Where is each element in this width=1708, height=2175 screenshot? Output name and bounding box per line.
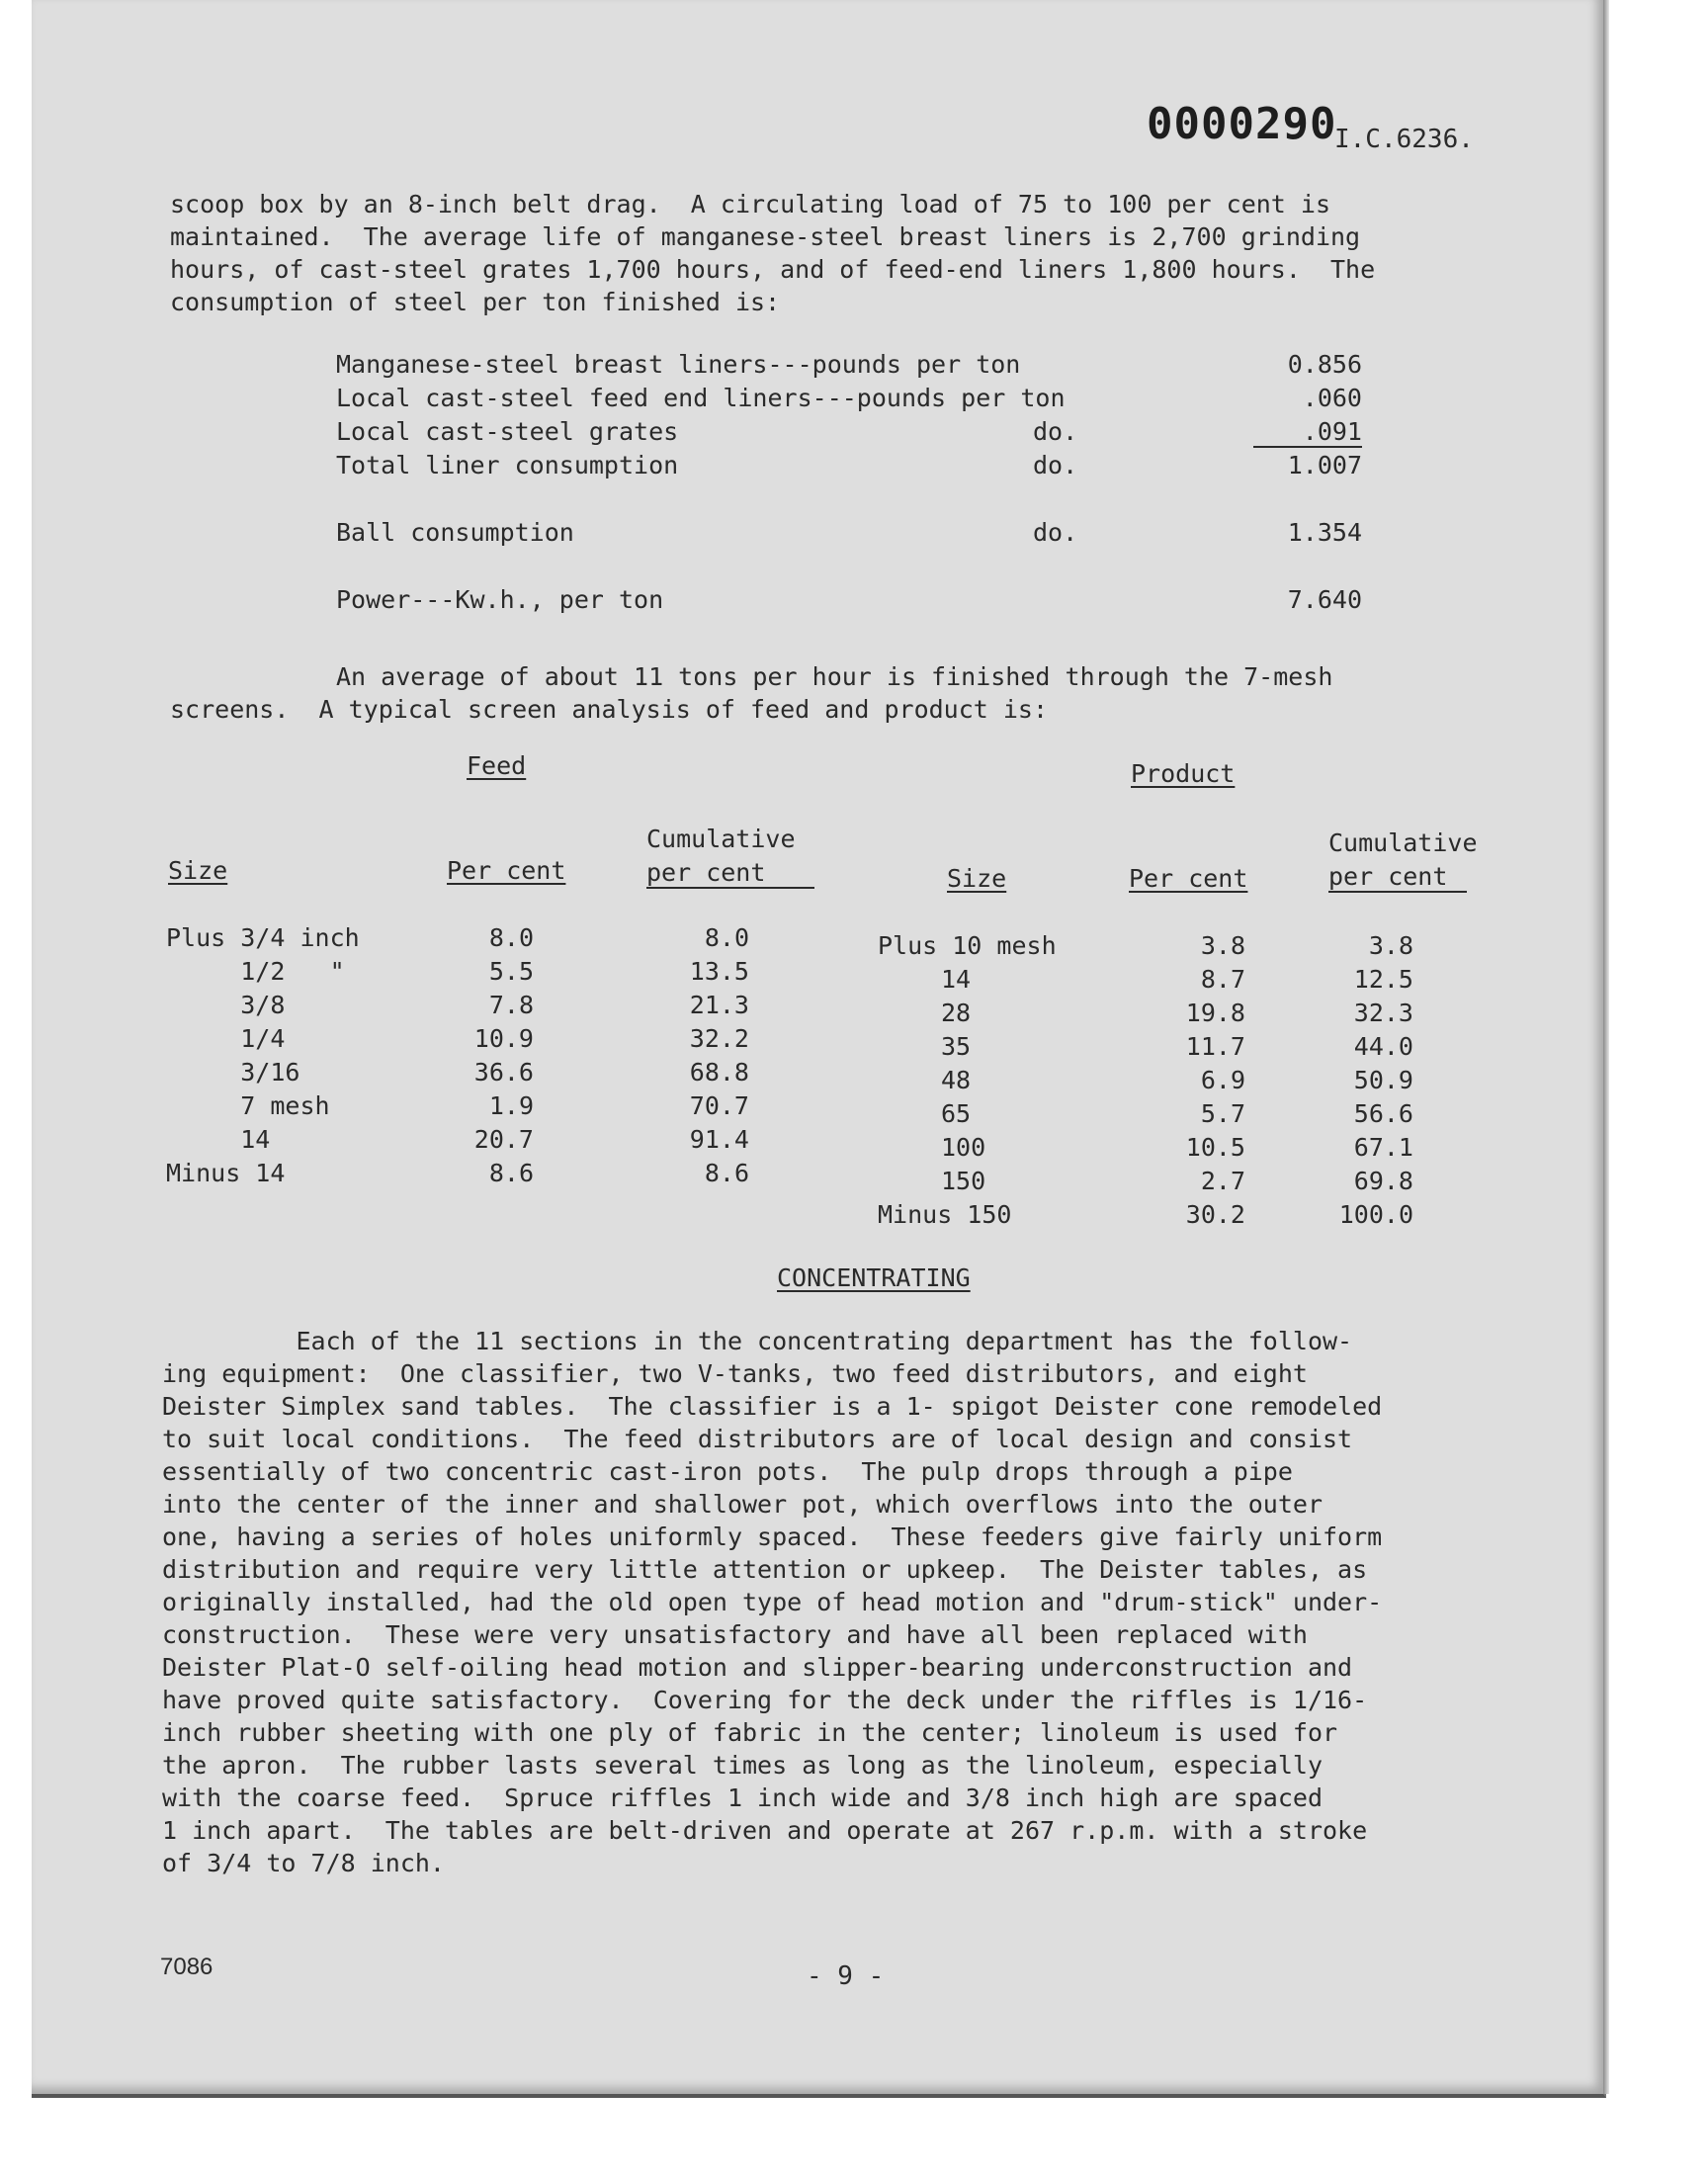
consumption-label: Total liner consumption xyxy=(336,451,679,479)
product-cumulative-cell: 50.9 xyxy=(1353,1066,1413,1094)
product-cumulative-cell: 100.0 xyxy=(1338,1200,1413,1229)
text-line: Each of the 11 sections in the concentrating department has the follow- xyxy=(162,1327,1353,1355)
product-cumulative-cell: 69.8 xyxy=(1353,1167,1413,1195)
feed-size-cell: 1/2 " xyxy=(166,957,345,986)
text-line: scoop box by an 8-inch belt drag. A circulating load of 75 to 100 per cent is xyxy=(170,190,1330,218)
product-size-cell: Minus 150 xyxy=(878,1200,1012,1229)
product-size-cell: Plus 10 mesh xyxy=(878,931,1057,960)
footer-code: 7086 xyxy=(160,1954,214,1980)
text-line: of 3/4 to 7/8 inch. xyxy=(162,1849,445,1877)
product-cumulative-header: Cumulative xyxy=(1328,828,1478,857)
consumption-value: 1.007 xyxy=(1287,451,1362,479)
feed-percent-cell: 8.6 xyxy=(488,1159,534,1187)
feed-size-header: Size xyxy=(168,856,228,885)
feed-cumulative-column xyxy=(646,921,749,1190)
text-line: construction. These were very unsatisfactory and have all been replaced with xyxy=(162,1620,1308,1649)
text-line: into the center of the inner and shallower pot, which overflows into the outer xyxy=(162,1490,1323,1519)
feed-size-cell: 7 mesh xyxy=(166,1091,330,1120)
consumption-row xyxy=(336,384,1374,417)
consumption-label: Local cast-steel feed end liners---pounds per ton xyxy=(336,384,1066,412)
product-size-column xyxy=(878,929,1095,1232)
feed-percent-header: Per cent xyxy=(447,856,566,885)
consumption-row xyxy=(336,518,1374,552)
product-size-cell: 65 xyxy=(941,1099,972,1128)
text-line: the apron. The rubber lasts several times as long as the linoleum, especially xyxy=(162,1751,1323,1780)
feed-percent-cell: 8.0 xyxy=(488,923,534,952)
page-stamp-number: 0000290 xyxy=(1147,99,1337,149)
product-percent-cell: 6.9 xyxy=(1200,1066,1245,1094)
product-cumulative-cell: 67.1 xyxy=(1353,1133,1413,1162)
text-line: hours, of cast-steel grates 1,700 hours, and of feed-end liners 1,800 hours. The xyxy=(170,255,1376,284)
product-percent-cell: 8.7 xyxy=(1200,965,1245,994)
feed-cumulative-cell: 13.5 xyxy=(689,957,749,986)
feed-cumulative-cell: 21.3 xyxy=(689,991,749,1019)
page-edge-shadow xyxy=(1603,0,1609,2094)
feed-title: Feed xyxy=(467,751,527,780)
text-line: screens. A typical screen analysis of feed and product is: xyxy=(170,695,1049,724)
text-line: 1 inch apart. The tables are belt-driven and operate at 267 r.p.m. with a stroke xyxy=(162,1816,1368,1845)
section-title-concentrating: CONCENTRATING xyxy=(777,1263,971,1292)
product-size-cell: 100 xyxy=(941,1133,986,1162)
concentrating-paragraph xyxy=(162,1325,1382,1879)
feed-size-cell: Minus 14 xyxy=(166,1159,286,1187)
consumption-label: Manganese-steel breast liners---pounds per ton xyxy=(336,350,1021,379)
consumption-unit: do. xyxy=(1033,518,1078,547)
product-percent-cell: 2.7 xyxy=(1200,1167,1245,1195)
text-line: consumption of steel per ton finished is: xyxy=(170,288,781,316)
steel-consumption-list xyxy=(336,350,1374,619)
product-percent-cell: 5.7 xyxy=(1200,1099,1245,1128)
text-line: originally installed, had the old open type of head motion and "drum-stick" under- xyxy=(162,1588,1383,1616)
text-line: one, having a series of holes uniformly spaced. These feeders give fairly uniform xyxy=(162,1522,1383,1551)
product-percent-cell: 10.5 xyxy=(1185,1133,1245,1162)
feed-percent-cell: 1.9 xyxy=(488,1091,534,1120)
product-percent-cell: 3.8 xyxy=(1200,931,1245,960)
consumption-unit: do. xyxy=(1033,451,1078,479)
feed-cumulative-header-2: per cent xyxy=(646,858,814,889)
feed-percent-cell: 36.6 xyxy=(473,1058,534,1087)
feed-size-cell: 1/4 xyxy=(166,1024,286,1053)
text-line: inch rubber sheeting with one ply of fabric in the center; linoleum is used for xyxy=(162,1718,1338,1747)
product-cumulative-cell: 32.3 xyxy=(1353,999,1413,1027)
consumption-row xyxy=(336,350,1374,384)
feed-cumulative-header: Cumulative xyxy=(646,825,796,853)
product-percent-cell: 19.8 xyxy=(1185,999,1245,1027)
feed-percent-column xyxy=(435,921,534,1190)
page-number: - 9 - xyxy=(807,1961,885,1991)
consumption-value: .091 xyxy=(1253,417,1362,448)
feed-size-cell: 3/8 xyxy=(166,991,286,1019)
consumption-label: Local cast-steel grates xyxy=(336,417,679,446)
product-cumulative-cell: 12.5 xyxy=(1353,965,1413,994)
feed-percent-cell: 5.5 xyxy=(488,957,534,986)
intro-paragraph xyxy=(170,188,1375,318)
product-cumulative-cell: 44.0 xyxy=(1353,1032,1413,1061)
text-line: An average of about 11 tons per hour is finished through the 7-mesh xyxy=(336,662,1333,691)
text-line: with the coarse feed. Spruce riffles 1 inch wide and 3/8 inch high are spaced xyxy=(162,1784,1323,1812)
feed-size-cell: Plus 3/4 inch xyxy=(166,923,360,952)
feed-cumulative-cell: 70.7 xyxy=(689,1091,749,1120)
consumption-value: 0.856 xyxy=(1287,350,1362,379)
product-percent-cell: 11.7 xyxy=(1185,1032,1245,1061)
feed-cumulative-cell: 32.2 xyxy=(689,1024,749,1053)
consumption-row xyxy=(336,451,1374,484)
feed-percent-cell: 7.8 xyxy=(488,991,534,1019)
product-cumulative-column xyxy=(1305,929,1413,1232)
consumption-value: 7.640 xyxy=(1287,585,1362,614)
text-line: have proved quite satisfactory. Covering for the deck under the riffles is 1/16- xyxy=(162,1686,1368,1714)
consumption-label: Ball consumption xyxy=(336,518,574,547)
feed-cumulative-cell: 8.0 xyxy=(704,923,749,952)
product-percent-column xyxy=(1147,929,1245,1232)
product-title: Product xyxy=(1131,759,1236,788)
feed-size-column xyxy=(166,921,360,1190)
consumption-value: .060 xyxy=(1302,384,1362,412)
text-line: to suit local conditions. The feed distributors are of local design and consist xyxy=(162,1425,1353,1453)
product-percent-header: Per cent xyxy=(1129,864,1248,893)
feed-size-cell: 14 xyxy=(166,1125,271,1154)
consumption-row xyxy=(336,417,1374,451)
consumption-value: 1.354 xyxy=(1287,518,1362,547)
feed-percent-cell: 10.9 xyxy=(473,1024,534,1053)
text-line: ing equipment: One classifier, two V-tanks, two feed distributors, and eight xyxy=(162,1359,1308,1388)
product-cumulative-cell: 56.6 xyxy=(1353,1099,1413,1128)
feed-cumulative-cell: 8.6 xyxy=(704,1159,749,1187)
product-size-cell: 48 xyxy=(941,1066,972,1094)
product-cumulative-header-2: per cent xyxy=(1328,862,1467,893)
text-line: maintained. The average life of manganese-steel breast liners is 2,700 grinding xyxy=(170,222,1361,251)
product-size-cell: 150 xyxy=(941,1167,986,1195)
product-cumulative-cell: 3.8 xyxy=(1368,931,1413,960)
feed-size-cell: 3/16 xyxy=(166,1058,300,1087)
consumption-label: Power---Kw.h., per ton xyxy=(336,585,664,614)
product-size-header: Size xyxy=(947,864,1007,893)
text-line: distribution and require very little attention or upkeep. The Deister tables, as xyxy=(162,1555,1368,1584)
product-size-cell: 28 xyxy=(941,999,972,1027)
screens-paragraph xyxy=(170,660,1332,726)
consumption-row xyxy=(336,585,1374,619)
ic-number: I.C.6236. xyxy=(1334,125,1474,154)
feed-percent-cell: 20.7 xyxy=(473,1125,534,1154)
text-line: Deister Plat-O self-oiling head motion and slipper-bearing underconstruction and xyxy=(162,1653,1353,1682)
feed-cumulative-cell: 91.4 xyxy=(689,1125,749,1154)
feed-cumulative-cell: 68.8 xyxy=(689,1058,749,1087)
product-percent-cell: 30.2 xyxy=(1185,1200,1245,1229)
consumption-unit: do. xyxy=(1033,417,1078,446)
text-line: Deister Simplex sand tables. The classifier is a 1- spigot Deister cone remodeled xyxy=(162,1392,1383,1421)
product-size-cell: 14 xyxy=(941,965,972,994)
product-size-cell: 35 xyxy=(941,1032,972,1061)
text-line: essentially of two concentric cast-iron pots. The pulp drops through a pipe xyxy=(162,1457,1293,1486)
